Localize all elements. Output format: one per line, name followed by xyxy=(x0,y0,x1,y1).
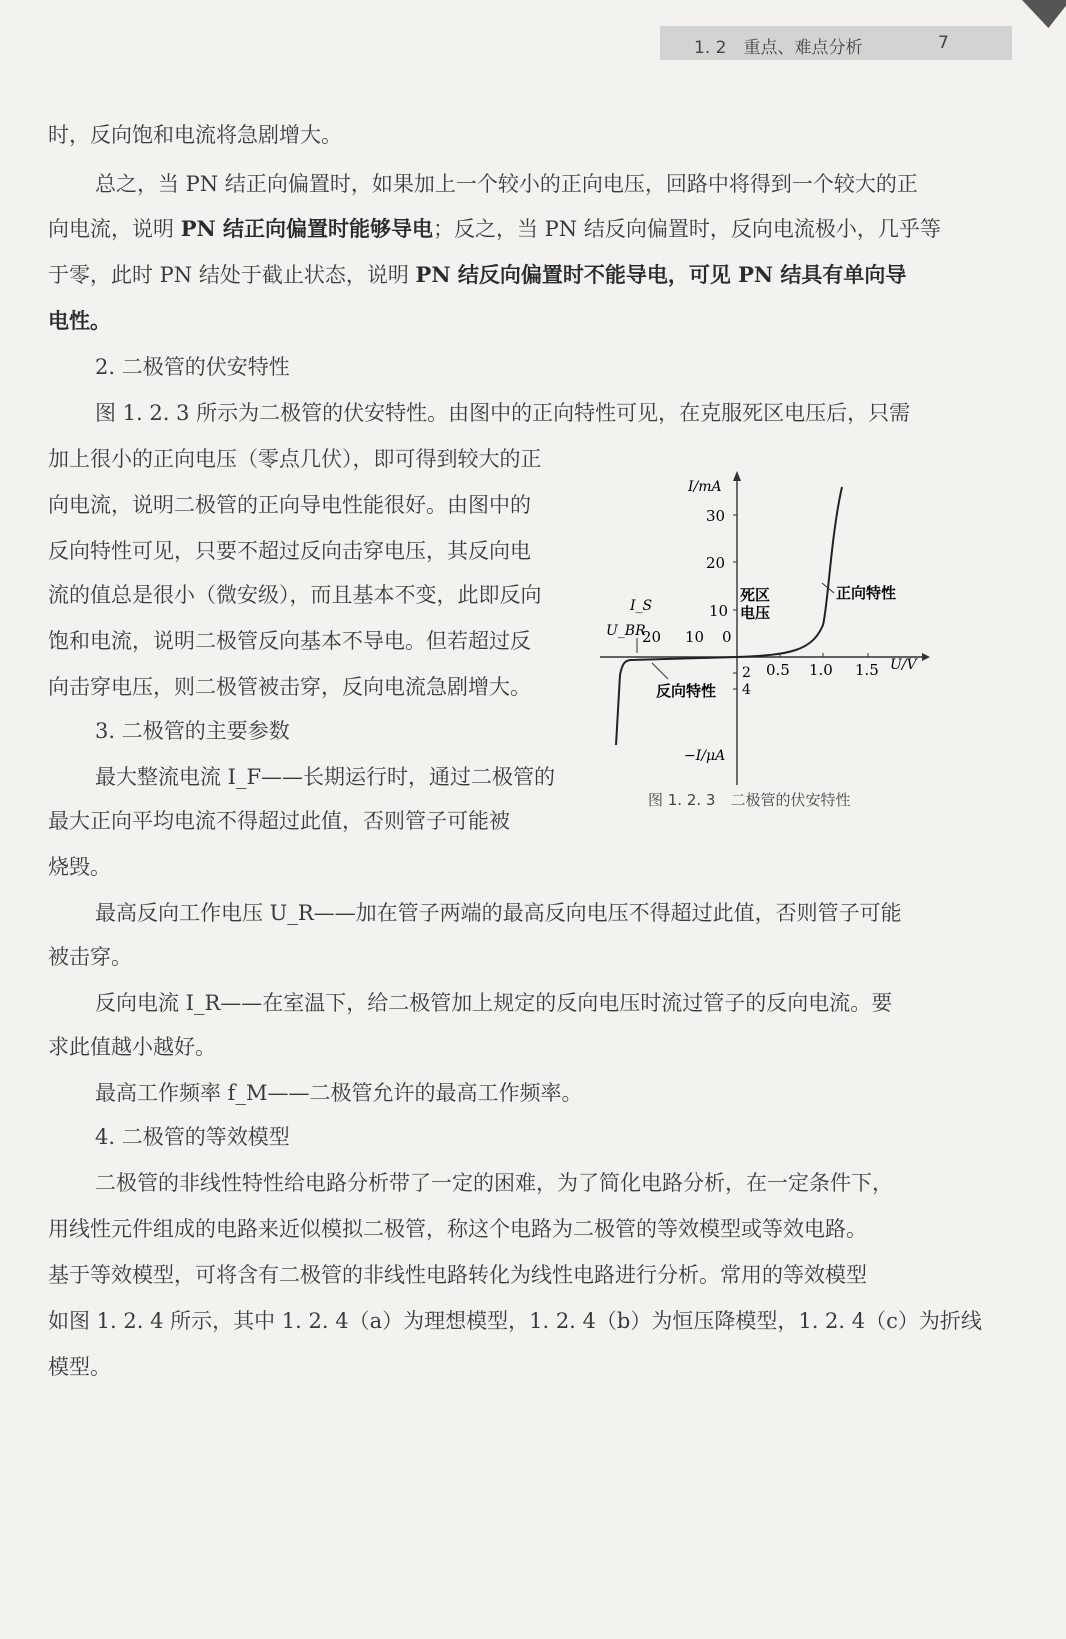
bold-text: PN 结正向偏置时能够导电 xyxy=(180,216,433,241)
x-axis-arrow-icon xyxy=(922,653,930,661)
paragraph-line: 最高反向工作电压 U_R——加在管子两端的最高反向电压不得超过此值，否则管子可能 xyxy=(95,901,902,925)
dead-zone-label: 死区 xyxy=(740,586,771,604)
header-section-title: 1. 2 重点、难点分析 xyxy=(694,38,863,58)
x-axis-label: U/V xyxy=(890,657,917,673)
dead-zone-label: 电压 xyxy=(740,604,771,622)
y-axis-arrow-icon xyxy=(733,471,741,481)
running-header xyxy=(660,26,1012,60)
y-tick-label: 10 xyxy=(709,602,729,620)
text-span: 向电流，说明 xyxy=(48,217,181,241)
paragraph-line: 求此值越小越好。 xyxy=(48,1035,216,1059)
reverse-pointer xyxy=(652,663,668,679)
paragraph-line: 基于等效模型，可将含有二极管的非线性电路转化为线性电路进行分析。常用的等效模型 xyxy=(48,1263,867,1287)
forward-label: 正向特性 xyxy=(836,584,897,602)
paragraph-line xyxy=(48,260,906,290)
section-heading: 3. 二极管的主要参数 xyxy=(95,719,290,743)
paragraph-line: 反向电流 I_R——在室温下，给二极管加上规定的反向电压时流过管子的反向电流。要 xyxy=(95,991,893,1015)
text-span: ；反之，当 PN 结反向偏置时，反向电流极小，几乎等 xyxy=(432,217,941,241)
paragraph-line xyxy=(48,214,941,244)
forward-curve xyxy=(737,487,842,657)
paragraph-line: 二极管的非线性特性给电路分析带了一定的困难，为了简化电路分析，在一定条件下， xyxy=(95,1171,893,1195)
x-neg-tick-label: 10 xyxy=(685,628,705,646)
iv-chart xyxy=(590,455,950,830)
paragraph-line: 电性。 xyxy=(48,308,111,333)
x-neg-tick-label: 0 xyxy=(722,628,732,646)
paragraph-line: 反向特性可见，只要不超过反向击穿电压，其反向电 xyxy=(48,539,531,563)
x-tick-label: 0.5 xyxy=(766,661,790,679)
iv-characteristic-figure xyxy=(590,455,950,830)
paragraph-line: 模型。 xyxy=(48,1355,111,1379)
paragraph-line: 烧毁。 xyxy=(48,855,111,879)
page-corner-mark xyxy=(1022,0,1066,28)
x-neg-tick-label: 20 xyxy=(642,628,662,646)
paragraph-line: 最高工作频率 f_M——二极管允许的最高工作频率。 xyxy=(95,1081,583,1105)
paragraph-line: 如图 1. 2. 4 所示，其中 1. 2. 4（a）为理想模型，1. 2. 4（b）为恒压降模型，1. 2. 4（c）为折线 xyxy=(48,1309,982,1333)
y-axis-label: I/mA xyxy=(688,479,722,495)
paragraph-line: 向电流，说明二极管的正向导电性能很好。由图中的 xyxy=(48,493,531,517)
x-tick-label: 1.0 xyxy=(809,661,833,679)
paragraph-line: 流的值总是很小（微安级），而且基本不变，此即反向 xyxy=(48,583,542,607)
bold-text: PN 结反向偏置时不能导电，可见 PN 结具有单向导 xyxy=(415,262,907,287)
paragraph-line: 最大正向平均电流不得超过此值，否则管子可能被 xyxy=(48,809,510,833)
paragraph-line: 饱和电流，说明二极管反向基本不导电。但若超过反 xyxy=(48,629,531,653)
y-neg-tick-label: 4 xyxy=(742,682,751,698)
paragraph-line: 加上很小的正向电压（零点几伏），即可得到较大的正 xyxy=(48,447,542,471)
page-number: 7 xyxy=(938,33,949,53)
is-label: I_S xyxy=(630,598,653,614)
paragraph-line: 最大整流电流 I_F——长期运行时，通过二极管的 xyxy=(95,765,556,789)
paragraph-line: 向击穿电压，则二极管被击穿，反向电流急剧增大。 xyxy=(48,675,531,699)
paragraph-line: 用线性元件组成的电路来近似模拟二极管，称这个电路为二极管的等效模型或等效电路。 xyxy=(48,1217,867,1241)
reverse-curve xyxy=(616,657,737,745)
y-neg-tick-label: 2 xyxy=(742,665,751,681)
paragraph-line: 被击穿。 xyxy=(48,945,132,969)
ubr-label: U_BR xyxy=(606,623,646,639)
y-neg-axis-label: −I/μA xyxy=(684,748,726,764)
section-heading: 4. 二极管的等效模型 xyxy=(95,1125,290,1149)
y-tick-label: 20 xyxy=(706,554,726,572)
paragraph-line: 图 1. 2. 3 所示为二极管的伏安特性。由图中的正向特性可见，在克服死区电压后，只需 xyxy=(95,401,911,425)
paragraph-line: 时，反向饱和电流将急剧增大。 xyxy=(48,123,342,147)
section-heading: 2. 二极管的伏安特性 xyxy=(95,355,290,379)
paragraph-line: 总之，当 PN 结正向偏置时，如果加上一个较小的正向电压，回路中将得到一个较大的正 xyxy=(95,172,918,196)
y-tick-label: 30 xyxy=(706,507,726,525)
x-tick-label: 1.5 xyxy=(855,661,879,679)
reverse-label: 反向特性 xyxy=(656,682,717,700)
text-span: 于零，此时 PN 结处于截止状态，说明 xyxy=(48,263,416,287)
figure-caption: 图 1. 2. 3 二极管的伏安特性 xyxy=(648,791,851,809)
